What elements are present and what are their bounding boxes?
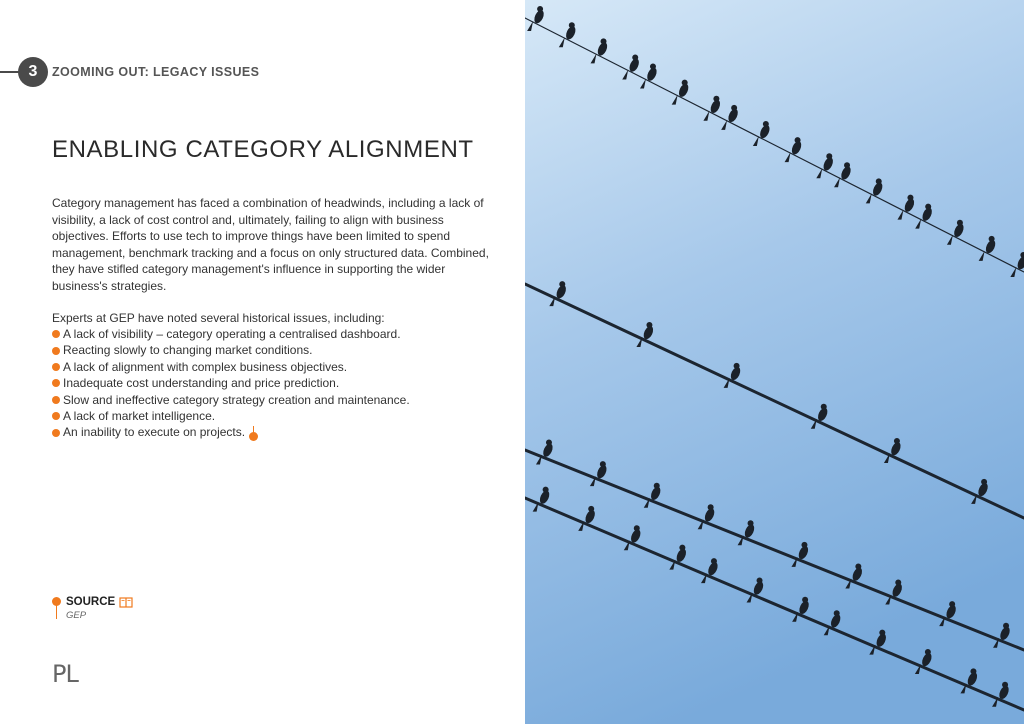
birds-on-wires-photo bbox=[525, 0, 1024, 724]
list-item-text: An inability to execute on projects. bbox=[63, 425, 246, 440]
list-item bbox=[52, 375, 410, 391]
list-item-text: Inadequate cost understanding and price prediction. bbox=[63, 376, 340, 391]
page-title: ENABLING CATEGORY ALIGNMENT bbox=[52, 136, 474, 163]
end-marker-icon bbox=[249, 426, 261, 440]
list-item-text: A lack of alignment with complex business objectives. bbox=[63, 359, 348, 374]
list-item bbox=[52, 359, 410, 375]
section-title: ZOOMING OUT: LEGACY ISSUES bbox=[52, 65, 260, 79]
issues-list bbox=[52, 326, 410, 441]
bullet-icon bbox=[52, 429, 60, 437]
list-item bbox=[52, 326, 410, 342]
issues-lead: Experts at GEP have noted several historical issues, including: bbox=[52, 311, 385, 325]
section-number-badge: 3 bbox=[18, 57, 48, 87]
list-item-text: A lack of market intelligence. bbox=[63, 409, 216, 424]
bullet-icon bbox=[52, 412, 60, 420]
list-item bbox=[52, 392, 410, 408]
bullet-icon bbox=[52, 379, 60, 387]
list-item bbox=[52, 408, 410, 424]
list-item-text: Reacting slowly to changing market conditions. bbox=[63, 343, 313, 358]
list-item bbox=[52, 424, 410, 440]
bullet-icon bbox=[52, 330, 60, 338]
bullet-icon bbox=[52, 396, 60, 404]
source-name: GEP bbox=[66, 610, 87, 621]
list-item bbox=[52, 342, 410, 358]
publisher-logo: PL bbox=[52, 660, 78, 688]
list-item-text: Slow and ineffective category strategy creation and maintenance. bbox=[63, 392, 410, 407]
bullet-icon bbox=[52, 347, 60, 355]
source-label: SOURCE bbox=[66, 596, 133, 608]
intro-paragraph: Category management has faced a combination of headwinds, including a lack of visibility, a lack of cost control and, ultimately, failing to align with business objectives. Efforts to use tech to improve things have been limited to spend management, benchmark tracking and a focus on only structured data. Combined, they have stifled category management's influence in supporting the wider business's strategies. bbox=[52, 196, 489, 293]
book-icon bbox=[119, 597, 133, 608]
bullet-icon bbox=[52, 363, 60, 371]
list-item-text: A lack of visibility – category operating a centralised dashboard. bbox=[63, 327, 401, 341]
